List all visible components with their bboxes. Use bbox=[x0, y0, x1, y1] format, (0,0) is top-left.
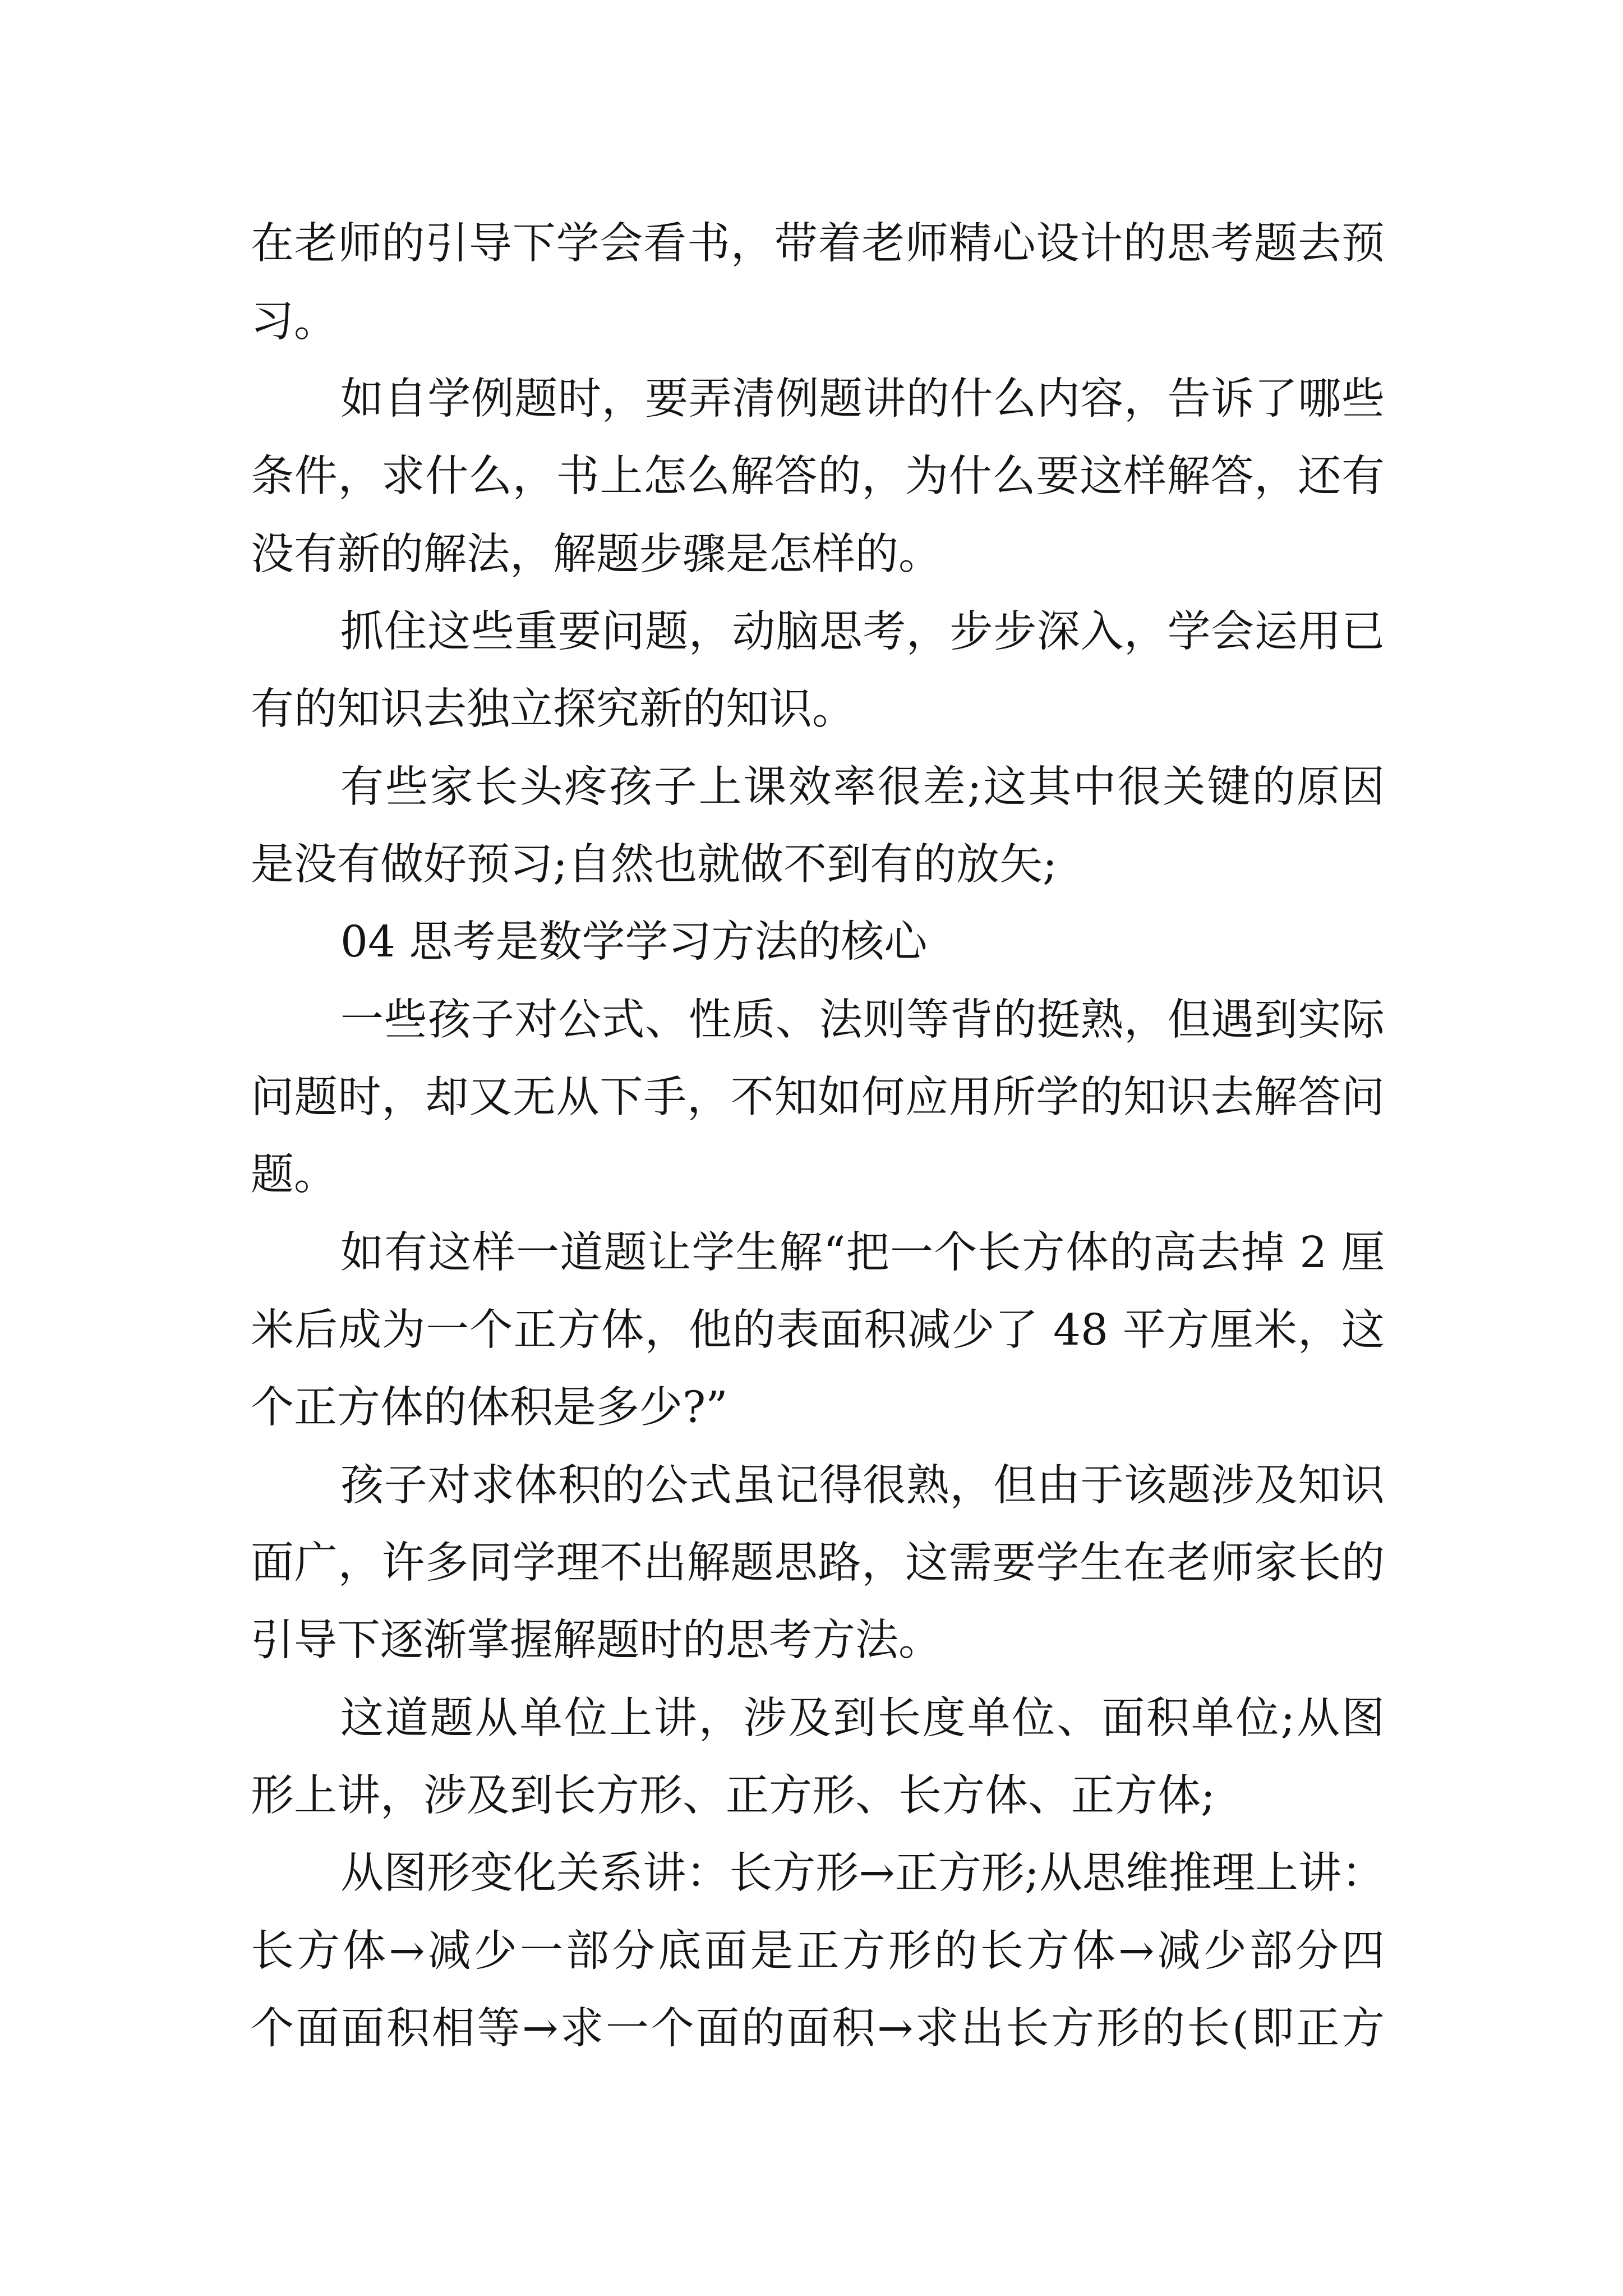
text-line: 形上讲，涉及到长方形、正方形、长方体、正方体; bbox=[251, 1771, 1215, 1821]
section-heading: 04 思考是数学学习方法的核心 bbox=[340, 917, 928, 967]
paragraph-start-line: 有些家长头疼孩子上课效率很差;这其中很关键的原因 bbox=[340, 762, 1385, 812]
text-line: 问题时，却又无从下手，不知如何应用所学的知识去解答问 bbox=[251, 1073, 1385, 1122]
text-line: 米后成为一个正方体，他的表面积减少了 48 平方厘米，这 bbox=[251, 1305, 1385, 1355]
text-line: 在老师的引导下学会看书，带着老师精心设计的思考题去预 bbox=[251, 219, 1385, 269]
text-line: 个正方体的体积是多少?” bbox=[251, 1383, 728, 1433]
text-line: 长方体→减少一部分底面是正方形的长方体→减少部分四 bbox=[251, 1926, 1385, 1976]
text-line: 个面面积相等→求一个面的面积→求出长方形的长(即正方 bbox=[251, 2004, 1385, 2054]
paragraph-start-line: 这道题从单位上讲，涉及到长度单位、面积单位;从图 bbox=[340, 1694, 1385, 1743]
text-line: 是没有做好预习;自然也就做不到有的放矢; bbox=[251, 840, 1057, 890]
paragraph-start-line: 如有这样一道题让学生解“把一个长方体的高去掉 2 厘 bbox=[340, 1228, 1385, 1278]
paragraph-start-line: 孩子对求体积的公式虽记得很熟，但由于该题涉及知识 bbox=[340, 1461, 1385, 1511]
text-line: 有的知识去独立探究新的知识。 bbox=[251, 684, 855, 734]
text-line: 题。 bbox=[251, 1150, 337, 1200]
text-line: 条件，求什么，书上怎么解答的，为什么要这样解答，还有 bbox=[251, 452, 1385, 501]
text-line: 没有新的解法，解题步骤是怎样的。 bbox=[251, 530, 942, 579]
paragraph-start-line: 抓住这些重要问题，动脑思考，步步深入，学会运用已 bbox=[340, 607, 1385, 657]
paragraph-start-line: 如自学例题时，要弄清例题讲的什么内容，告诉了哪些 bbox=[340, 374, 1385, 424]
paragraph-start-line: 一些孩子对公式、性质、法则等背的挺熟，但遇到实际 bbox=[340, 995, 1385, 1045]
paragraph-start-line: 从图形变化关系讲：长方形→正方形;从思维推理上讲： bbox=[340, 1848, 1385, 1898]
text-line: 面广，许多同学理不出解题思路，这需要学生在老师家长的 bbox=[251, 1538, 1385, 1588]
text-line: 习。 bbox=[251, 297, 337, 347]
text-line: 引导下逐渐掌握解题时的思考方法。 bbox=[251, 1616, 942, 1665]
